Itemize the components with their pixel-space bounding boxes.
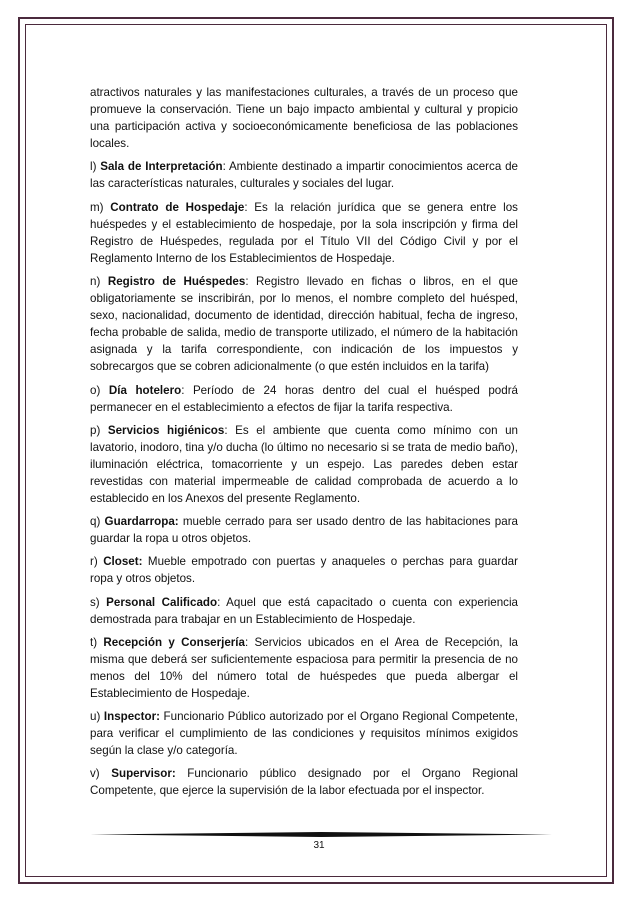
paragraph-contrato-hospedaje <box>90 199 518 267</box>
definition-text: : Período de 24 horas dentro del cual el huésped podrá permanecer en el establecimiento a efectos de fijar la tarifa respectiva. <box>90 383 519 414</box>
item-letter: p) <box>90 423 108 437</box>
definition-text: Mueble empotrado con puertas y anaqueles o perchas para guardar ropa y otros objetos. <box>90 555 518 586</box>
item-letter: m) <box>90 200 111 214</box>
defined-term: Supervisor: <box>111 767 176 781</box>
paragraph-guardarropa <box>90 513 518 547</box>
definition-text: : Ambiente destinado a impartir conocimientos acerca de las características naturales, culturales y sociales del lugar. <box>90 160 518 191</box>
item-letter: s) <box>90 595 107 609</box>
paragraph-inspector <box>90 708 518 759</box>
paragraph-intro-continuation <box>90 84 518 152</box>
definition-text: : Es el ambiente que cuenta como mínimo con un lavatorio, inodoro, tina y/o ducha (lo último no necesario si se trata de medio baño), iluminación eléctrica, tomacorriente y un espejo. Las paredes deben estar revestidas con material impermeable de calidad comprobada de acuerdo a lo establecido en los Anexos del presente Reglamento. <box>90 423 518 506</box>
defined-term: Personal Calificado <box>106 595 218 609</box>
definition-text: mueble cerrado para ser usado dentro de las habitaciones para guardar la ropa u otros objetos. <box>90 515 519 546</box>
item-letter: t) <box>90 635 104 649</box>
defined-term: Closet: <box>103 555 143 569</box>
paragraph-recepcion-conserjeria <box>90 634 518 702</box>
item-letter: q) <box>90 515 105 529</box>
paragraph-dia-hotelero <box>90 382 518 416</box>
defined-term: Registro de Huéspedes <box>107 274 246 288</box>
item-letter: r) <box>90 555 104 569</box>
definition-text: Funcionario Público autorizado por el Organo Regional Competente, para verificar el cumplimiento de las condiciones y requisitos mínimos exigidos según la clase y/o categoría. <box>90 710 518 758</box>
item-letter: l) <box>90 160 101 174</box>
definition-text: atractivos naturales y las manifestaciones culturales, a través de un proceso que promueve la conservación. Tiene un bajo impacto ambiental y cultural y propicio una participación activa y socioeconómicamente beneficiosa de las poblaciones locales. <box>90 86 518 151</box>
definition-text: : Aquel que está capacitado o cuenta con experiencia demostrada para trabajar en un Establecimiento de Hospedaje. <box>90 595 518 626</box>
defined-term: Sala de Interpretación <box>100 160 223 174</box>
defined-term: Guardarropa: <box>104 515 179 529</box>
definition-text: : Registro llevado en fichas o libros, en el que obligatoriamente se inscribirán, por lo menos, el nombre completo del huésped, sexo, nacionalidad, documento de identidad, dirección habitual, fecha de ingreso, fecha probable de salida, medio de transporte utilizado, el número de la habitación asignada y la tarifa correspondiente, con indicación de los impuestos y sobrecargos que se cobren adicionalmente (o que estén incluidos en la tarifa) <box>90 274 518 374</box>
paragraph-personal-calificado <box>90 594 518 628</box>
item-letter: o) <box>90 383 109 397</box>
item-letter: v) <box>90 767 112 781</box>
paragraph-registro-huespedes <box>90 273 518 376</box>
defined-term: Servicios higiénicos <box>107 423 225 437</box>
paragraph-sala-interpretacion <box>90 158 518 192</box>
footer-divider <box>90 832 552 837</box>
paragraph-supervisor <box>90 765 518 799</box>
defined-term: Día hotelero <box>108 383 182 397</box>
definition-text: : Es la relación jurídica que se genera entre los huéspedes y el establecimiento de hospedaje, por la sola inscripción y firma del Registro de Huéspedes, regulada por el Título VII del Código Civil y por el Reglamento Interno de los Establecimientos de Hospedaje. <box>90 200 518 265</box>
defined-term: Contrato de Hospedaje <box>110 200 245 214</box>
document-body <box>90 84 518 806</box>
defined-term: Recepción y Conserjería <box>103 635 245 649</box>
definition-text: : Servicios ubicados en el Area de Recepción, la misma que deberá ser suficientemente espaciosa para permitir la presencia de no menos del 10% del número total de huéspedes que pueda albergar el Establecimiento de Hospedaje. <box>90 635 518 700</box>
definition-text: Funcionario público designado por el Organo Regional Competente, que ejerce la supervisión de la labor efectuada por el inspector. <box>90 767 518 798</box>
item-letter: u) <box>90 710 104 724</box>
paragraph-closet <box>90 553 518 587</box>
item-letter: n) <box>90 274 108 288</box>
page-number: 31 <box>313 840 325 851</box>
defined-term: Inspector: <box>103 710 160 724</box>
paragraph-servicios-higienicos <box>90 422 518 507</box>
